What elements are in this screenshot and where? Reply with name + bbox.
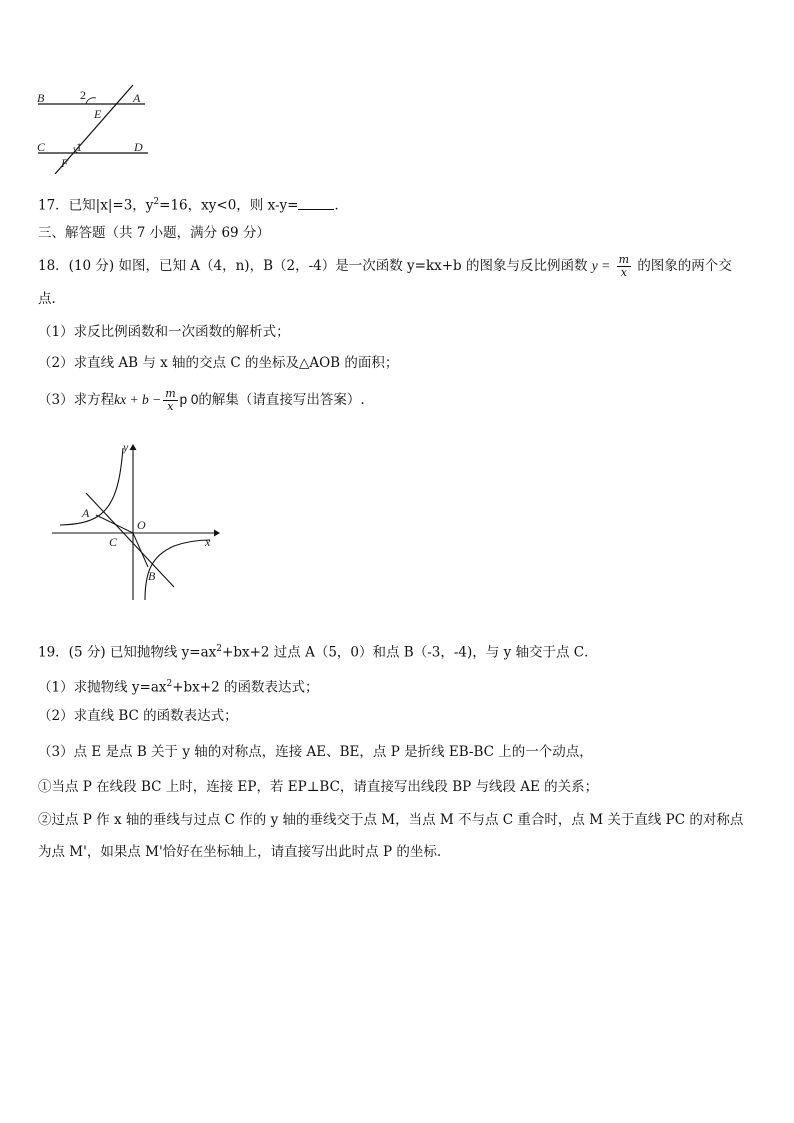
- q17-prefix: 17．已知|x|=3，y: [38, 197, 154, 214]
- y-axis-arrow: [130, 444, 137, 450]
- q18-line1-prefix: 18．(10 分) 如图，已知 A（4，n)，B（2，-4）是一次函数 y=kx+b 的图象与反比例函数: [38, 258, 588, 274]
- label-angle2: 2: [80, 88, 86, 102]
- q17-sup: 2: [153, 197, 160, 207]
- q18-part3-expr: kx + b −: [114, 392, 162, 407]
- label-angle1: 1: [76, 140, 82, 154]
- q18-fraction: [617, 254, 631, 279]
- frac-denominator: x: [167, 400, 174, 413]
- q18-part3-prefix: （3）求方程: [38, 392, 115, 408]
- label-c: C: [37, 140, 46, 154]
- q19-line1-prefix: 19．(5 分) 已知抛物线 y=ax: [38, 644, 217, 661]
- answer-blank: [298, 197, 334, 210]
- label-point-a: A: [82, 506, 90, 520]
- q19-line1-sup: 2: [216, 644, 223, 654]
- question-19-line1: [38, 640, 598, 662]
- line-ab: [86, 493, 174, 587]
- q19-part1-prefix: （1）求抛物线 y=ax: [38, 679, 167, 696]
- question-19-sub2-line2: 为点 M'，如果点 M'恰好在坐标轴上，请直接写出此时点 P 的坐标.: [38, 844, 442, 860]
- label-y: y: [123, 440, 129, 454]
- segment-ob: [133, 533, 148, 567]
- question-18-line1: [38, 254, 732, 279]
- question-19-sub2-line1: ②过点 P 作 x 轴的垂线与过点 C 作的 y 轴的垂线交于点 M，当点 M 不与点 C 重合时，点 M 关于直线 PC 的对称点: [38, 812, 744, 828]
- label-x: x: [205, 535, 211, 549]
- question-19-part2: （2）求直线 BC 的函数表达式；: [38, 708, 238, 724]
- hyperbola-line-figure: [48, 438, 223, 603]
- q19-part1-suffix: +bx+2 的函数表达式；: [172, 679, 319, 696]
- q19-line1-suffix: +bx+2 过点 A（5，0）和点 B（-3，-4)，与 y 轴交于点 C．: [222, 644, 598, 661]
- label-origin-o: O: [137, 518, 146, 532]
- question-19-part3: （3）点 E 是点 B 关于 y 轴的对称点，连接 AE、BE，点 P 是折线 EB-BC 上的一个动点，: [38, 744, 593, 760]
- section-3-heading: 三、解答题（共 7 小题，满分 69 分）: [38, 225, 270, 241]
- label-point-b: B: [148, 569, 156, 583]
- label-a: A: [133, 91, 141, 105]
- frac-numerator: m: [618, 253, 630, 266]
- frac-denominator: x: [620, 266, 627, 279]
- label-b: B: [37, 91, 45, 105]
- label-point-c: C: [109, 535, 118, 549]
- parallel-lines-figure: [30, 82, 160, 174]
- frac-numerator: m: [165, 387, 176, 400]
- q18-line1-suffix: 的图象的两个交: [637, 258, 732, 274]
- question-19-sub1: ①当点 P 在线段 BC 上时，连接 EP，若 EP⊥BC，请直接写出线段 BP 与线段 AE 的关系；: [38, 779, 599, 795]
- hyperbola-branch-upper-left: [60, 448, 123, 525]
- question-19-part1: [38, 675, 318, 697]
- question-18-part3: [38, 388, 365, 413]
- q17-mid: =16，xy<0，则 x-y=: [159, 197, 299, 214]
- question-18-part2: （2）求直线 AB 与 x 轴的交点 C 的坐标及△AOB 的面积；: [38, 355, 399, 371]
- question-18-part1: （1）求反比例函数和一次函数的解析式；: [38, 324, 290, 340]
- label-f: F: [61, 156, 69, 170]
- label-d: D: [134, 140, 143, 154]
- q19-part1-sup: 2: [166, 679, 173, 689]
- q17-suffix: ．: [334, 197, 348, 214]
- angle2-arc: [86, 98, 96, 104]
- q18-part3-suffix: 的解集（请直接写出答案）.: [198, 392, 365, 408]
- question-17: [38, 193, 348, 215]
- label-e: E: [94, 107, 102, 121]
- segment-oa: [96, 515, 133, 533]
- question-18-line2: 点.: [38, 291, 56, 307]
- q18-func-y: y =: [591, 258, 611, 273]
- q18-part3-relation: p 0: [179, 392, 199, 407]
- x-axis-arrow: [214, 530, 220, 537]
- q18-part3-fraction: [163, 388, 177, 413]
